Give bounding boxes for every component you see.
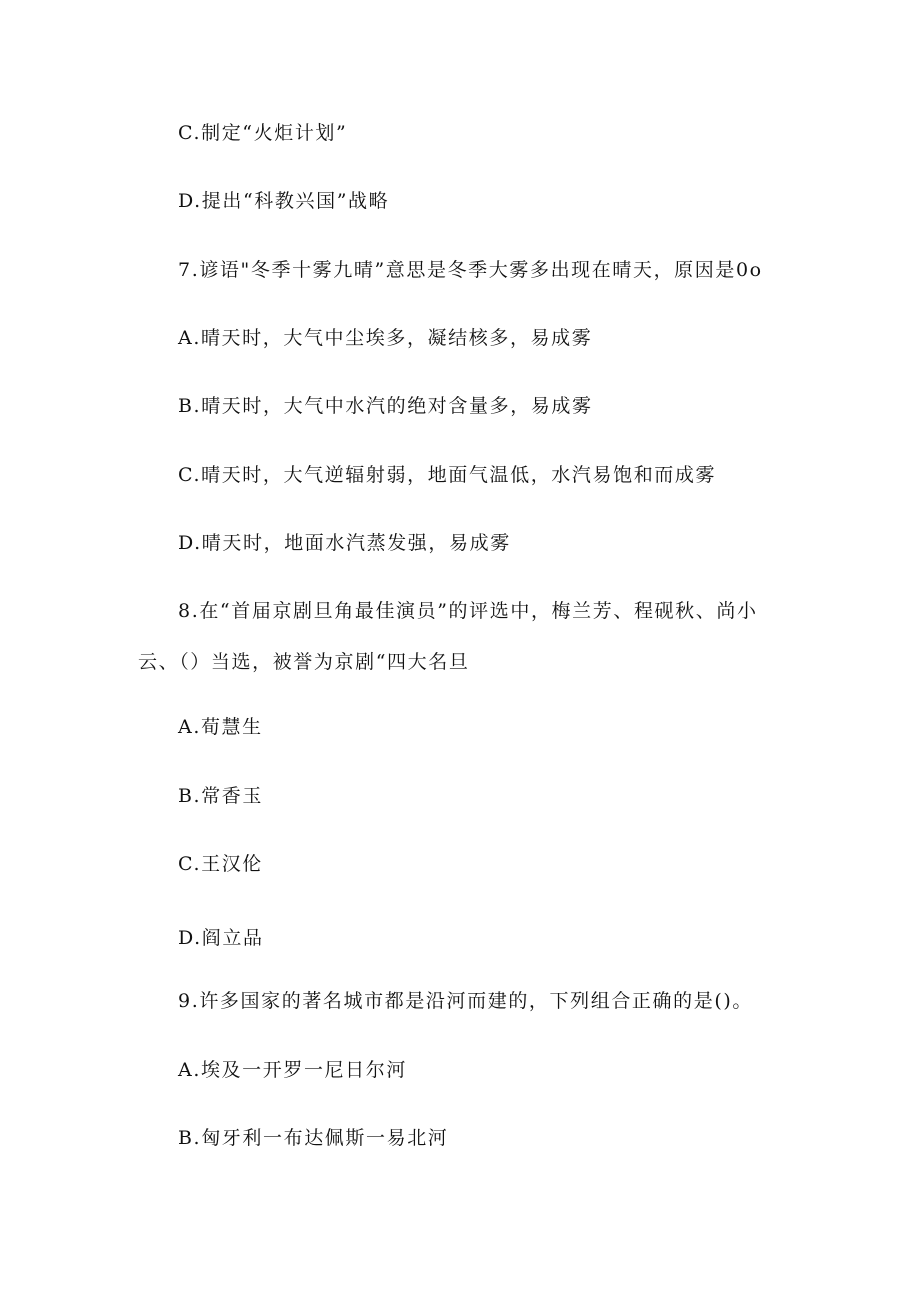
option-6d: D.提出“科教兴国”战略 xyxy=(178,190,390,212)
option-6c: C.制定“火炬计划” xyxy=(178,122,348,144)
option-8a: A.荀慧生 xyxy=(178,716,263,738)
option-8b: B.常香玉 xyxy=(178,785,264,807)
option-9b: B.匈牙利一布达佩斯一易北河 xyxy=(178,1127,449,1149)
question-8: 8.在“首届京剧旦角最佳演员”的评选中，梅兰芳、程砚秋、尚小 xyxy=(178,600,758,622)
question-7: 7.谚语"冬季十雾九晴”意思是冬季大雾多出现在晴天，原因是0o xyxy=(178,259,763,281)
option-8c: C.王汉伦 xyxy=(178,853,263,875)
question-9: 9.许多国家的著名城市都是沿河而建的，下列组合正确的是()。 xyxy=(178,990,753,1012)
option-7c: C.晴天时，大气逆辐射弱，地面气温低，水汽易饱和而成雾 xyxy=(178,464,717,486)
option-7a: A.晴天时，大气中尘埃多，凝结核多，易成雾 xyxy=(178,327,593,349)
option-8d: D.阎立品 xyxy=(178,927,264,949)
option-9a: A.埃及一开罗一尼日尔河 xyxy=(178,1059,407,1081)
option-7b: B.晴天时，大气中水汽的绝对含量多，易成雾 xyxy=(178,395,593,417)
question-8-continuation: 云、（）当选，被誉为京剧“四大名旦 xyxy=(138,651,470,673)
option-7d: D.晴天时，地面水汽蒸发强，易成雾 xyxy=(178,532,511,554)
